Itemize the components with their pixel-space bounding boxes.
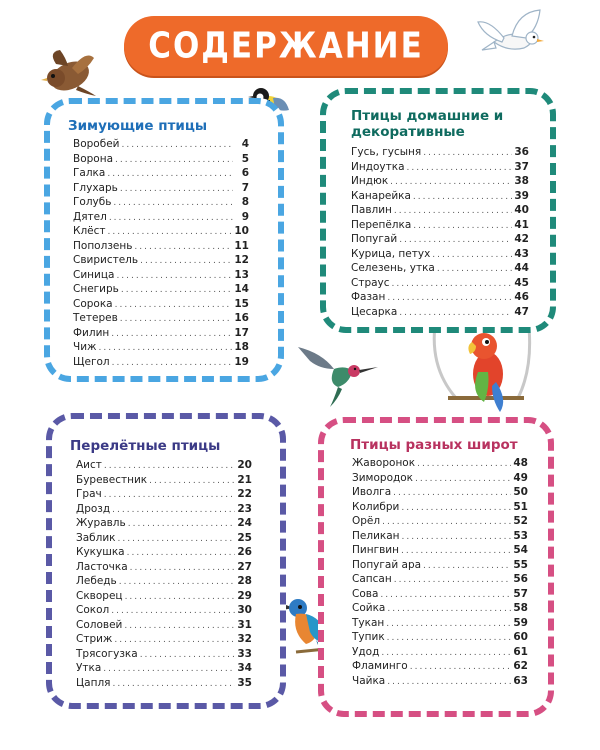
entry-name: Пеликан: [352, 529, 400, 542]
dot-leader: [437, 264, 513, 274]
dot-leader: [104, 461, 235, 471]
dot-leader: [108, 227, 233, 237]
toc-entry: [73, 283, 249, 298]
panel-wintering-birds: [44, 98, 284, 382]
toc-entry: [76, 488, 252, 503]
dot-leader: [381, 648, 511, 658]
dove-icon: [474, 8, 558, 60]
dot-leader: [387, 633, 512, 643]
toc-entry: [76, 619, 252, 634]
entry-name: Филин: [73, 326, 110, 339]
entry-name: Курица, петух: [351, 247, 431, 260]
page-number: 38: [514, 175, 529, 187]
dot-leader: [386, 619, 511, 629]
toc-entry: [73, 211, 249, 226]
page-number: 30: [237, 604, 252, 616]
page-number: 41: [514, 218, 529, 231]
toc-entry: [73, 341, 249, 356]
toc-entry: [73, 167, 249, 182]
dot-leader: [104, 490, 236, 500]
page-number: 8: [241, 196, 249, 208]
entry-name: Удод: [352, 645, 380, 658]
dot-leader: [120, 314, 233, 324]
toc-entry: [351, 161, 529, 176]
page-number: 15: [234, 297, 249, 310]
toc-entry: [352, 515, 528, 530]
toc-list-wintering: [73, 138, 249, 370]
page-number: 36: [514, 146, 529, 158]
dot-leader: [387, 293, 512, 303]
page-number: 27: [237, 560, 252, 573]
entry-name: Иволга: [352, 486, 392, 498]
entry-name: Дрозд: [76, 502, 111, 515]
page-number: 61: [513, 645, 528, 658]
entry-name: Пингвин: [352, 544, 399, 556]
page-number: 6: [241, 167, 249, 179]
toc-entry: [76, 604, 252, 619]
toc-entry: [352, 559, 528, 574]
toc-entry: [73, 138, 249, 153]
entry-name: Селезень, утка: [351, 262, 435, 274]
dot-leader: [121, 140, 233, 150]
dot-leader: [125, 592, 236, 602]
page-number: 34: [237, 662, 252, 674]
toc-entry: [352, 617, 528, 632]
page-number: 9: [241, 210, 249, 223]
page-number: 19: [234, 355, 249, 368]
page-number: 53: [513, 529, 528, 542]
page-number: 48: [513, 457, 528, 469]
toc-entry: [351, 277, 529, 292]
dot-leader: [399, 308, 512, 318]
toc-entry: [73, 269, 249, 284]
toc-entry: [351, 233, 529, 248]
entry-name: Сокол: [76, 604, 110, 616]
toc-entry: [76, 633, 252, 648]
dot-leader: [415, 474, 511, 484]
toc-entry: [76, 503, 252, 518]
dot-leader: [423, 561, 511, 571]
entry-name: Павлин: [351, 204, 392, 216]
entry-name: Колибри: [352, 500, 400, 513]
entry-name: Чайка: [352, 674, 386, 687]
page-number: 35: [237, 676, 252, 689]
page-number: 5: [241, 152, 249, 165]
entry-name: Страус: [351, 276, 390, 289]
entry-name: Скворец: [76, 589, 123, 602]
page-number: 39: [514, 189, 529, 202]
dot-leader: [119, 577, 236, 587]
dot-leader: [402, 532, 512, 542]
dot-leader: [401, 546, 511, 556]
entry-name: Сова: [352, 587, 379, 600]
toc-entry: [73, 240, 249, 255]
toc-entry: [76, 561, 252, 576]
page-number: 51: [513, 500, 528, 513]
dot-leader: [410, 662, 512, 672]
entry-name: Тупик: [352, 631, 385, 643]
page-number: 14: [234, 283, 249, 295]
toc-entry: [352, 675, 528, 690]
page-number: 7: [241, 181, 249, 194]
toc-entry: [352, 472, 528, 487]
page-number: 37: [514, 160, 529, 173]
page-number: 63: [513, 674, 528, 687]
dot-leader: [387, 604, 511, 614]
dot-leader: [107, 169, 233, 179]
dot-leader: [124, 621, 235, 631]
toc-entry: [73, 153, 249, 168]
section-title-domestic: Птицы домашние и декоративные: [351, 108, 504, 140]
entry-name: Стриж: [76, 633, 113, 645]
page-number: 12: [234, 254, 249, 266]
entry-name: Тетерев: [73, 312, 118, 324]
page-number: 55: [513, 558, 528, 571]
toc-entry: [351, 248, 529, 263]
toc-entry: [351, 291, 529, 306]
dot-leader: [394, 206, 512, 216]
page-number: 29: [237, 589, 252, 602]
entry-name: Ворона: [73, 152, 114, 165]
page-number: 56: [513, 573, 528, 585]
dot-leader: [121, 285, 233, 295]
toc-entry: [352, 573, 528, 588]
dot-leader: [118, 534, 236, 544]
entry-name: Ласточка: [76, 560, 128, 573]
page-number: 40: [514, 204, 529, 216]
page-number: 10: [234, 225, 249, 237]
toc-list-domestic: [351, 146, 529, 320]
entry-name: Зимородок: [352, 471, 414, 484]
toc-entry: [352, 646, 528, 661]
entry-name: Сапсан: [352, 573, 392, 585]
entry-name: Сорока: [73, 297, 113, 310]
dot-leader: [423, 148, 512, 158]
toc-entry: [352, 486, 528, 501]
page-number: 46: [514, 291, 529, 303]
entry-name: Синица: [73, 268, 115, 281]
entry-name: Гусь, гусыня: [351, 146, 422, 158]
dot-leader: [112, 505, 235, 515]
entry-name: Галка: [73, 167, 106, 179]
entry-name: Цапля: [76, 676, 111, 689]
toc-entry: [351, 190, 529, 205]
entry-name: Кукушка: [76, 546, 125, 558]
toc-entry: [73, 254, 249, 269]
page-number: 26: [237, 546, 252, 558]
toc-entry: [73, 298, 249, 313]
dot-leader: [390, 177, 512, 187]
toc-list-migratory: [76, 459, 252, 691]
entry-name: Буревестник: [76, 473, 148, 486]
page-number: 60: [513, 631, 528, 643]
page-number: 50: [513, 486, 528, 498]
toc-entry: [73, 327, 249, 342]
entry-name: Попугай: [351, 233, 398, 245]
dot-leader: [103, 664, 235, 674]
page-number: 17: [234, 326, 249, 339]
page-number: 28: [237, 575, 252, 587]
dot-leader: [401, 503, 511, 513]
toc-entry: [73, 196, 249, 211]
dot-leader: [149, 476, 235, 486]
entry-name: Грач: [76, 488, 102, 500]
dot-leader: [127, 548, 236, 558]
page-number: 58: [513, 602, 528, 614]
page-number: 59: [513, 616, 528, 629]
entry-name: Аист: [76, 459, 102, 471]
entry-name: Жаворонок: [352, 457, 416, 469]
dot-leader: [98, 343, 232, 353]
section-title-latitudes: Птицы разных широт: [350, 437, 518, 453]
toc-entry: [73, 225, 249, 240]
page-number: 57: [513, 587, 528, 600]
toc-entry: [351, 146, 529, 161]
page-number: 4: [241, 138, 249, 150]
toc-entry: [352, 544, 528, 559]
entry-name: Фазан: [351, 291, 386, 303]
entry-name: Чиж: [73, 341, 97, 353]
dot-leader: [380, 590, 511, 600]
dot-leader: [116, 271, 232, 281]
page-number: 45: [514, 276, 529, 289]
page-number: 24: [237, 517, 252, 529]
page-number: 11: [234, 239, 249, 252]
page-number: 13: [234, 268, 249, 281]
entry-name: Сойка: [352, 602, 386, 614]
entry-name: Щегол: [73, 355, 110, 368]
page-number: 54: [513, 544, 528, 556]
page-number: 52: [513, 515, 528, 527]
page-title: СОДЕРЖАНИЕ: [148, 25, 424, 67]
dot-leader: [140, 256, 232, 266]
dot-leader: [115, 300, 233, 310]
dot-leader: [407, 163, 513, 173]
entry-name: Глухарь: [73, 181, 118, 194]
entry-name: Клёст: [73, 225, 106, 237]
page-number: 23: [237, 502, 252, 515]
toc-entry: [73, 182, 249, 197]
toc-entry: [76, 677, 252, 692]
dot-leader: [112, 358, 233, 368]
toc-entry: [352, 530, 528, 545]
toc-entry: [352, 588, 528, 603]
section-title-wintering: Зимующие птицы: [68, 118, 208, 134]
entry-name: Канарейка: [351, 189, 411, 202]
page-number: 21: [237, 473, 252, 486]
entry-name: Попугай ара: [352, 558, 422, 571]
dot-leader: [413, 192, 512, 202]
entry-name: Фламинго: [352, 660, 408, 672]
dot-leader: [393, 488, 511, 498]
entry-name: Цесарка: [351, 305, 398, 318]
toc-entry: [76, 517, 252, 532]
toc-entry: [351, 219, 529, 234]
dot-leader: [130, 563, 236, 573]
panel-migratory-birds: [46, 413, 286, 709]
dot-leader: [392, 279, 513, 289]
toc-entry: [76, 459, 252, 474]
toc-entry: [351, 262, 529, 277]
toc-entry: [76, 532, 252, 547]
entry-name: Лебедь: [76, 575, 117, 587]
toc-entry: [351, 306, 529, 321]
dot-leader: [140, 650, 236, 660]
dot-leader: [109, 213, 233, 223]
panel-domestic-birds: [320, 88, 556, 333]
dot-leader: [134, 242, 232, 252]
entry-name: Снегирь: [73, 283, 119, 295]
toc-list-latitudes: [352, 457, 528, 689]
panel-latitudes-birds: [318, 417, 554, 717]
entry-name: Дятел: [73, 210, 107, 223]
hummingbird-icon: [294, 343, 380, 409]
toc-entry: [73, 312, 249, 327]
toc-entry: [76, 590, 252, 605]
page-number: 20: [237, 459, 252, 471]
entry-name: Утка: [76, 662, 102, 674]
entry-name: Индоутка: [351, 160, 405, 173]
page-number: 33: [237, 647, 252, 660]
dot-leader: [111, 606, 235, 616]
dot-leader: [120, 184, 233, 194]
title-banner: [124, 16, 448, 76]
entry-name: Голубь: [73, 196, 112, 208]
toc-entry: [76, 575, 252, 590]
toc-entry: [76, 662, 252, 677]
page-number: 42: [514, 233, 529, 245]
dot-leader: [382, 517, 511, 527]
page-number: 25: [237, 531, 252, 544]
toc-entry: [351, 204, 529, 219]
page-number: 43: [514, 247, 529, 260]
section-title-migratory: Перелётные птицы: [70, 438, 221, 454]
entry-name: Индюк: [351, 175, 389, 187]
dot-leader: [115, 155, 233, 165]
page-number: 18: [234, 341, 249, 353]
dot-leader: [432, 250, 512, 260]
toc-entry: [352, 631, 528, 646]
entry-name: Воробей: [73, 138, 120, 150]
entry-name: Журавль: [76, 517, 126, 529]
dot-leader: [113, 198, 233, 208]
toc-entry: [352, 501, 528, 516]
dot-leader: [413, 221, 512, 231]
toc-entry: [76, 546, 252, 561]
entry-name: Орёл: [352, 515, 381, 527]
entry-name: Соловей: [76, 618, 123, 631]
dot-leader: [128, 519, 236, 529]
page-number: 62: [513, 660, 528, 672]
entry-name: Трясогузка: [76, 647, 138, 660]
toc-entry: [76, 648, 252, 663]
toc-entry: [352, 457, 528, 472]
page-number: 44: [514, 262, 529, 274]
page-number: 16: [234, 312, 249, 324]
toc-entry: [76, 474, 252, 489]
page-number: 32: [237, 633, 252, 645]
page-number: 47: [514, 305, 529, 318]
dot-leader: [387, 677, 511, 687]
toc-entry: [351, 175, 529, 190]
toc-entry: [73, 356, 249, 371]
dot-leader: [417, 459, 511, 469]
entry-name: Тукан: [352, 616, 385, 629]
sparrow-icon: [38, 44, 100, 100]
page-number: 22: [237, 488, 252, 500]
entry-name: Заблик: [76, 531, 116, 544]
entry-name: Поползень: [73, 239, 133, 252]
entry-name: Перепёлка: [351, 218, 412, 231]
toc-entry: [352, 660, 528, 675]
page-number: 31: [237, 618, 252, 631]
entry-name: Свиристель: [73, 254, 139, 266]
dot-leader: [112, 679, 235, 689]
dot-leader: [394, 575, 512, 585]
toc-entry: [352, 602, 528, 617]
dot-leader: [111, 329, 232, 339]
dot-leader: [399, 235, 512, 245]
dot-leader: [114, 635, 235, 645]
page-number: 49: [513, 471, 528, 484]
